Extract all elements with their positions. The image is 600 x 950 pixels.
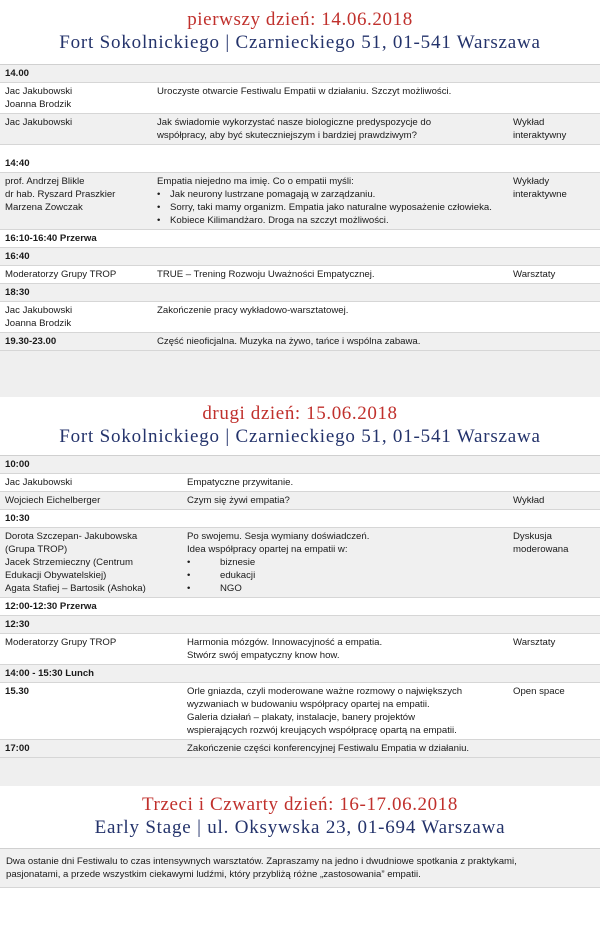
format-cell (508, 492, 600, 510)
format-cell (508, 83, 600, 114)
schedule-row (0, 145, 600, 173)
time-slot: 14.00 (0, 65, 600, 83)
session-text: Stwórz swój empatyczny know how. (187, 650, 340, 661)
session-bullet: • biznesie (187, 556, 504, 569)
speaker-name: Jac Jakubowski (5, 305, 73, 316)
speaker-name: Edukacji Obywatelskiej) (5, 570, 107, 581)
session-text: współpracy, aby być skuteczniejszym i bardziej prawdziwym? (157, 130, 418, 141)
session-text: Empatyczne przywitanie. (187, 477, 294, 488)
session-cell (152, 83, 508, 114)
schedule-row (0, 248, 600, 266)
session-format: interaktywne (513, 189, 567, 200)
time-slot: 12:00-12:30 Przerwa (0, 598, 600, 616)
session-cell (152, 114, 508, 145)
speakers-cell (0, 266, 152, 284)
session-format: Wykład (513, 495, 545, 506)
schedule-row (0, 266, 600, 284)
speaker-name: Agata Stafiej – Bartosik (Ashoka) (5, 583, 146, 594)
session-format: interaktywny (513, 130, 567, 141)
session-bullet: • Sorry, taki mamy organizm. Empatia jako naturalne wyposażenie człowieka. (157, 201, 504, 214)
day1-header (0, 0, 600, 64)
format-cell (508, 634, 600, 665)
format-cell (508, 333, 600, 351)
schedule-row (0, 173, 600, 230)
day1-title: pierwszy dzień: 14.06.2018 (187, 9, 413, 30)
schedule-row (0, 83, 600, 114)
speakers-cell (0, 83, 152, 114)
day1-schedule-table (0, 65, 600, 351)
speaker-name: Joanna Brodzik (5, 99, 72, 110)
session-text: Orle gniazda, czyli moderowane ważne rozmowy o największych (187, 686, 463, 697)
intro-line: pasjonatami, a przede wszystkim ciekawymi ludźmi, który przybliżą różne „zastosowania” empatii. (6, 869, 421, 880)
speaker-name: Moderatorzy Grupy TROP (5, 637, 117, 648)
speaker-name: Jacek Strzemieczny (Centrum (5, 557, 133, 568)
speaker-name: Jac Jakubowski (5, 86, 73, 97)
session-bullet: • Kobiece Kilimandżaro. Droga na szczyt możliwości. (157, 214, 504, 227)
speakers-cell (0, 114, 152, 145)
time-slot: 10:30 (0, 510, 600, 528)
time-slot: 18:30 (0, 284, 600, 302)
schedule-row (0, 740, 600, 758)
session-format: Wykłady (513, 176, 550, 187)
schedule-row (0, 683, 600, 740)
section-gap (0, 351, 600, 397)
session-text: Zakończenie części konferencyjnej Festiwalu Empatia w działaniu. (187, 743, 470, 754)
time-slot: 17:00 (0, 740, 182, 758)
session-cell (152, 266, 508, 284)
time-slot: 12:30 (0, 616, 600, 634)
session-text: Galeria działań – plakaty, instalacje, banery projektów (187, 712, 416, 723)
speakers-cell (0, 474, 182, 492)
day3-intro (0, 849, 600, 888)
time-slot: 15.30 (0, 683, 182, 740)
session-text: Idea współpracy opartej na empatii w: (187, 544, 348, 555)
schedule-row (0, 665, 600, 683)
speaker-name: Wojciech Eichelberger (5, 495, 101, 506)
day3-header (0, 786, 600, 848)
session-cell (182, 634, 508, 665)
session-text: wspierających rozwój kreujących współpracę opartą na empatii. (187, 725, 457, 736)
session-cell (152, 302, 508, 333)
session-text: Czym się żywi empatia? (187, 495, 290, 506)
session-cell (182, 492, 508, 510)
session-cell (182, 474, 508, 492)
session-text: Uroczyste otwarcie Festiwalu Empatii w działaniu. Szczyt możliwości. (157, 86, 452, 97)
format-cell (508, 528, 600, 598)
day2-venue: Fort Sokolnickiego | Czarnieckiego 51, 01-541 Warszawa (59, 426, 541, 447)
speaker-name: Dorota Szczepan- Jakubowska (5, 531, 138, 542)
speaker-name: Jac Jakubowski (5, 117, 73, 128)
schedule-row (0, 114, 600, 145)
speakers-cell (0, 634, 182, 665)
speaker-name: Marzena Zowczak (5, 202, 83, 213)
format-cell (508, 683, 600, 740)
session-text: Harmonia mózgów. Innowacyjność a empatia. (187, 637, 383, 648)
schedule-row (0, 528, 600, 598)
session-text: Część nieoficjalna. Muzyka na żywo, tańce i wspólna zabawa. (157, 336, 421, 347)
schedule-row (0, 302, 600, 333)
session-cell (152, 333, 508, 351)
session-format: Warsztaty (513, 269, 556, 280)
session-cell (182, 740, 508, 758)
schedule-row (0, 284, 600, 302)
intro-line: Dwa ostanie dni Festiwalu to czas intensywnych warsztatów. Zapraszamy na jedno i dwudniowe spotkania z praktykami, (6, 856, 517, 867)
session-bullet: • Jak neurony lustrzane pomagają w zarządzaniu. (157, 188, 504, 201)
day3-title: Trzeci i Czwarty dzień: 16-17.06.2018 (142, 794, 458, 815)
time-slot: 19.30-23.00 (0, 333, 152, 351)
schedule-row (0, 510, 600, 528)
speaker-name: Joanna Brodzik (5, 318, 72, 329)
session-format: moderowana (513, 544, 569, 555)
session-text: wyzwaniach w budowaniu współpracy opartej na empatii. (187, 699, 430, 710)
section-gap (0, 758, 600, 786)
session-text: Empatia niejedno ma imię. Co o empatii myśli: (157, 176, 354, 187)
speaker-name: prof. Andrzej Blikle (5, 176, 85, 187)
session-text: Zakończenie pracy wykładowo-warsztatowej. (157, 305, 349, 316)
session-format: Open space (513, 686, 565, 697)
session-text: Jak świadomie wykorzystać nasze biologiczne predyspozycje do (157, 117, 432, 128)
session-format: Warsztaty (513, 637, 556, 648)
schedule-row (0, 65, 600, 83)
session-format: Wykład (513, 117, 545, 128)
schedule-row (0, 598, 600, 616)
schedule-row (0, 456, 600, 474)
format-cell (508, 302, 600, 333)
schedule-row (0, 616, 600, 634)
speakers-cell (0, 528, 182, 598)
speakers-cell (0, 173, 152, 230)
time-slot: 16:40 (0, 248, 600, 266)
schedule-row (0, 474, 600, 492)
time-slot: 16:10-16:40 Przerwa (0, 230, 600, 248)
time-slot: 14:00 - 15:30 Lunch (0, 665, 600, 683)
speaker-name: Jac Jakubowski (5, 477, 73, 488)
schedule-row (0, 634, 600, 665)
schedule-row (0, 333, 600, 351)
day2-title: drugi dzień: 15.06.2018 (202, 403, 398, 424)
day3-venue: Early Stage | ul. Oksywska 23, 01-694 Warszawa (94, 817, 506, 838)
format-cell (508, 114, 600, 145)
session-bullet: • edukacji (187, 569, 504, 582)
schedule-row (0, 230, 600, 248)
day2-schedule-table (0, 456, 600, 758)
speakers-cell (0, 302, 152, 333)
day1-venue: Fort Sokolnickiego | Czarnieckiego 51, 01-541 Warszawa (59, 32, 541, 53)
speaker-name: (Grupa TROP) (5, 544, 68, 555)
format-cell (508, 474, 600, 492)
session-format: Dyskusja (513, 531, 552, 542)
speaker-name: dr hab. Ryszard Praszkier (5, 189, 116, 200)
session-cell (152, 173, 508, 230)
speakers-cell (0, 492, 182, 510)
session-text: Po swojemu. Sesja wymiany doświadczeń. (187, 531, 370, 542)
session-bullet: • NGO (187, 582, 504, 595)
day2-header (0, 397, 600, 455)
session-cell (182, 683, 508, 740)
schedule-row (0, 492, 600, 510)
session-text: TRUE – Trening Rozwoju Uważności Empatycznej. (157, 269, 375, 280)
speaker-name: Moderatorzy Grupy TROP (5, 269, 117, 280)
format-cell (508, 173, 600, 230)
session-cell (182, 528, 508, 598)
time-slot: 10:00 (0, 456, 600, 474)
format-cell (508, 740, 600, 758)
time-slot: 14:40 (0, 145, 600, 173)
format-cell (508, 266, 600, 284)
